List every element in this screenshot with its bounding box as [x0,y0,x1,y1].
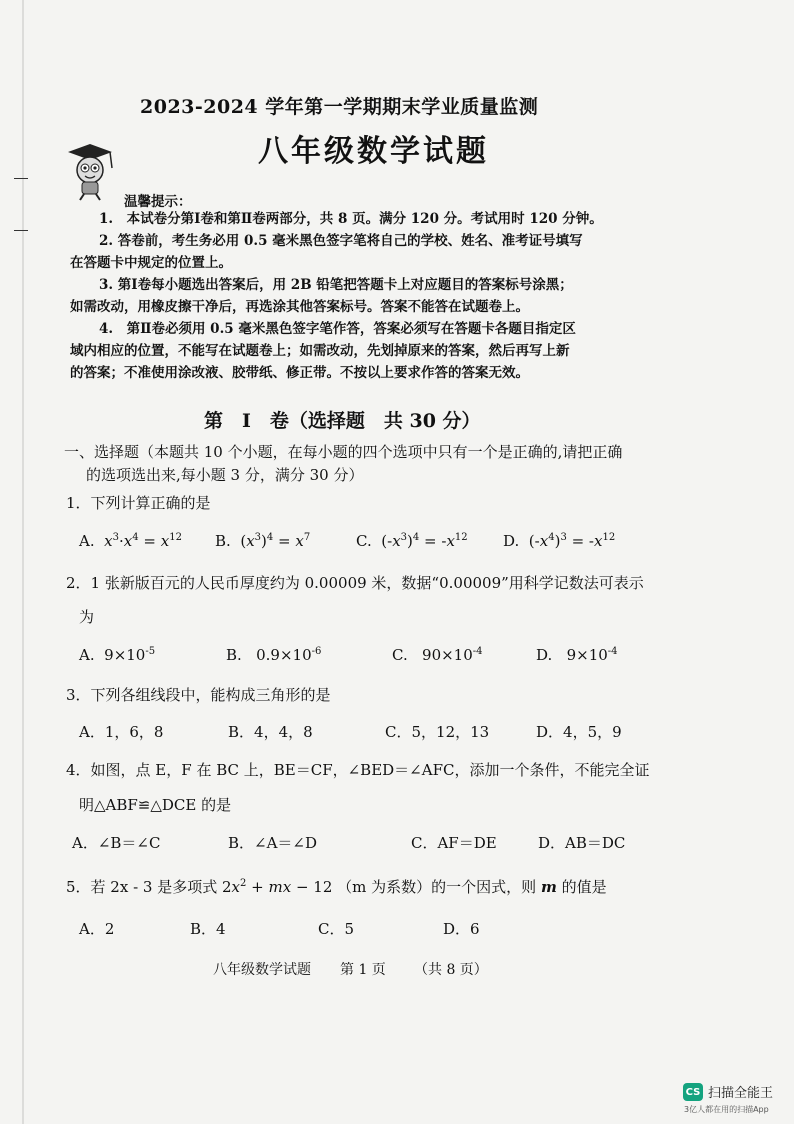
binding-tick [14,178,28,179]
notice-line: 4. 第Ⅱ卷必须用 0.5 毫米黑色签字笔作答，答案必须写在答题卡各题目指定区 [99,321,576,337]
notice-line: 在答题卡中规定的位置上。 [70,255,232,271]
q1-option-b: B. $(x^3)^4 = x^7$ [215,532,311,550]
camscanner-logo-icon: CS [683,1083,703,1101]
q2-option-d: D. $9\times 10^{-4}$ [536,646,618,664]
footer-page-number: 第 1 页 [340,962,386,978]
part-instruction: 一、选择题（本题共 10 个小题，在每小题的四个选项中只有一个是正确的,请把正确 [64,443,623,461]
notice-heading: 温馨提示： [124,194,192,210]
question-2: 2．1 张新版百元的人民币厚度约为 0.00009 米，数据“0.00009”用科学记数法可表示 [66,574,644,592]
exam-subtitle: 2023-2024 学年第一学期期末学业质量监测 [140,96,539,118]
question-1: 1．下列计算正确的是 [66,494,211,512]
question-3: 3．下列各组线段中，能构成三角形的是 [66,686,331,704]
q4-option-c: C．AF＝DE [411,834,497,852]
q5-option-d: D．6 [443,920,480,938]
part-instruction: 的选项选出来,每小题 3 分，满分 30 分） [86,466,364,484]
q2-option-a: A. $9\times 10^{-5}$ [79,646,156,664]
page-edge [22,0,24,1124]
notice-line: 3. 第Ⅰ卷每小题选出答案后，用 2B 铅笔把答题卡上对应题目的答案标号涂黑； [99,277,573,293]
q4-option-b: B．∠A＝∠D [228,834,318,852]
q1-option-d: D. $(-x^4)^3 = -x^{12}$ [503,532,616,550]
question-4-cont: 明△ABF≌△DCE 的是 [79,796,232,814]
q5-option-a: A．2 [79,920,115,938]
q5-option-b: B．4 [190,920,226,938]
notice-line: 如需改动，用橡皮擦干净后，再选涂其他答案标号。答案不能答在试题卷上。 [70,299,529,315]
q2-option-c: C. $90\times 10^{-4}$ [392,646,483,664]
q3-option-a: A．1，6，8 [79,723,164,741]
q1-option-c: C. $(-x^3)^4 = -x^{12}$ [356,532,468,550]
q4-option-a: A．∠B＝∠C [72,834,161,852]
question-5: 5．若 2x - 3 是多项式 $2x^2$ + mx − 12 （m 为系数）的一个因式，则 m 的值是 [66,878,607,896]
notice-line: 域内相应的位置，不能写在试题卷上；如需改动，先划掉原来的答案，然后再写上新 [70,343,570,359]
q3-option-d: D．4，5，9 [536,723,622,741]
notice-line: 2. 答卷前，考生务必用 0.5 毫米黑色签字笔将自己的学校、姓名、准考证号填写 [99,233,583,249]
question-2-cont: 为 [79,608,95,626]
mascot-icon [60,142,120,202]
q3-option-b: B．4，4，8 [228,723,313,741]
binding-tick [14,230,28,231]
section-title: 第 Ⅰ 卷（选择题 共 30 分） [204,410,481,432]
q1-option-a: A. $x^3\cdot x^4 = x^{12}$ [79,532,182,550]
notice-line: 的答案；不准使用涂改液、胶带纸、修正带。不按以上要求作答的答案无效。 [70,365,529,381]
watermark-brand: 扫描全能王 [708,1086,774,1101]
q4-option-d: D．AB＝DC [538,834,626,852]
notice-line: 1. 本试卷分第Ⅰ卷和第Ⅱ卷两部分，共 8 页。满分 120 分。考试用时 120 分钟。 [99,211,603,227]
exam-title: 八年级数学试题 [258,134,489,169]
watermark-tagline: 3亿人都在用的扫描App [684,1105,769,1114]
footer-exam-name: 八年级数学试题 [213,962,311,978]
footer-total-pages: （共 8 页） [414,962,488,978]
q5-option-c: C．5 [318,920,355,938]
question-4: 4．如图，点 E，F 在 BC 上，BE＝CF，∠BED＝∠AFC，添加一个条件，不能完全证 [66,761,650,779]
q2-option-b: B. $0.9\times 10^{-6}$ [226,646,322,664]
q3-option-c: C．5，12，13 [385,723,490,741]
